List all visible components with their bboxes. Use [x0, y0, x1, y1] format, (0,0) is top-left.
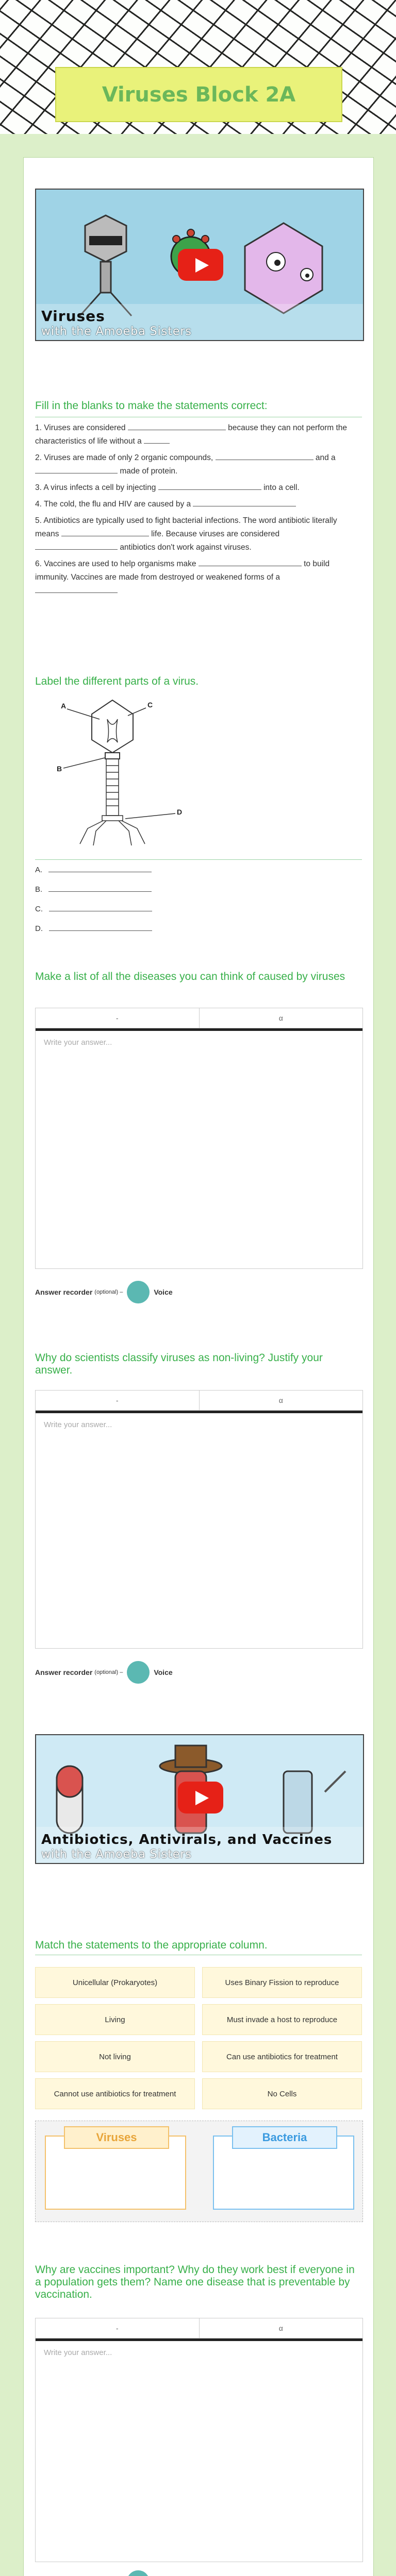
answer-placeholder[interactable]: Write your answer... [44, 1420, 112, 1429]
label-virus-heading: Label the different parts of a virus. [35, 675, 199, 687]
title-box [55, 67, 342, 122]
label-answer-b: B. [35, 882, 152, 902]
question-diseases: Make a list of all the diseases you can think of caused by viruses [35, 971, 345, 982]
statement-6: 6. Vaccines are used to help organisms make to build immunity. Vaccines are made from destroyed or weakened forms of a [35, 557, 362, 598]
match-chip[interactable]: Must invade a host to reproduce [202, 2004, 362, 2035]
label-input[interactable] [48, 883, 152, 892]
blank-input[interactable] [61, 528, 149, 536]
video-subtitle: with the Amoeba Sisters [41, 1848, 192, 1861]
blank-input[interactable] [35, 465, 118, 473]
match-chips [35, 1967, 362, 2109]
diagram-label-b: B [57, 765, 62, 773]
play-button[interactable] [178, 249, 223, 281]
answer-recorder [35, 2570, 173, 2576]
record-voice-button[interactable] [127, 2570, 150, 2576]
video-viruses[interactable] [35, 189, 364, 341]
bacteriophage-diagram [35, 691, 190, 845]
diagram-label-a: A [61, 702, 67, 710]
label-answer-a: A. [35, 862, 152, 882]
question-vaccines: Why are vaccines important? Why do they work best if everyone in a population gets them? Name one disease that is preventable by vaccination. [35, 2264, 355, 2300]
video-subtitle: with the Amoeba Sisters [41, 325, 192, 338]
toolbar-format-button[interactable]: - [116, 1014, 119, 1022]
answer-box[interactable] [35, 1008, 363, 1269]
label-answer-d: D. [35, 921, 152, 941]
statement-4: 4. The cold, the flu and HIV are caused by a [35, 498, 362, 511]
column-label-bacteria: Bacteria [232, 2126, 337, 2149]
blank-input[interactable] [216, 451, 314, 460]
blank-input[interactable] [35, 541, 118, 550]
drop-zone-viruses[interactable] [45, 2131, 186, 2210]
match-chip[interactable]: Uses Binary Fission to reproduce [202, 1967, 362, 1998]
toolbar-format-button[interactable]: - [116, 1396, 119, 1404]
page-title: Viruses Block 2A [102, 82, 296, 107]
video-antibiotics[interactable] [35, 1734, 364, 1864]
diagram-label-c: C [147, 701, 153, 709]
label-answers [35, 862, 152, 941]
match-chip[interactable]: No Cells [202, 2078, 362, 2109]
answer-placeholder[interactable]: Write your answer... [44, 1038, 112, 1047]
toolbar-math-button[interactable]: α [199, 1391, 363, 1410]
blank-input[interactable] [158, 481, 261, 490]
match-chip[interactable]: Can use antibiotics for treatment [202, 2041, 362, 2072]
video-title: Antibiotics, Antivirals, and Vaccines [41, 1832, 333, 1848]
record-voice-button[interactable] [127, 1281, 150, 1303]
blank-input[interactable] [193, 498, 296, 506]
answer-box[interactable] [35, 1390, 363, 1649]
statement-2: 2. Viruses are made of only 2 organic compounds, and a made of protein. [35, 451, 362, 478]
answer-recorder: Answer recorder (optional) – Voice [35, 1661, 173, 1684]
match-heading: Match the statements to the appropriate column. [35, 1939, 268, 1951]
column-label-viruses: Viruses [64, 2126, 169, 2149]
match-chip[interactable]: Not living [35, 2041, 195, 2072]
statement-1: 1. Viruses are considered because they can not perform the characteristics of life without a [35, 421, 362, 448]
blank-input[interactable] [199, 557, 302, 566]
label-input[interactable] [49, 903, 152, 911]
record-voice-button[interactable] [127, 1661, 150, 1684]
sort-area [35, 2121, 363, 2222]
statement-3: 3. A virus infects a cell by injecting into a cell. [35, 481, 362, 495]
answer-box[interactable] [35, 2318, 363, 2562]
fill-in-heading: Fill in the blanks to make the statements correct: [35, 400, 268, 412]
label-answer-c: C. [35, 902, 152, 921]
diagram-label-d: D [177, 808, 183, 816]
drop-zone-bacteria[interactable] [213, 2131, 354, 2210]
match-chip[interactable]: Unicellular (Prokaryotes) [35, 1967, 195, 1998]
answer-toolbar [36, 2318, 362, 2338]
label-input[interactable] [49, 922, 152, 931]
toolbar-math-button[interactable]: α [199, 1008, 363, 1028]
statement-5: 5. Antibiotics are typically used to fight bacterial infections. The word antibiotic literally means life. Because viruses are considered antibiotics don't work against viruses. [35, 516, 337, 552]
divider [35, 859, 362, 860]
match-chip[interactable]: Living [35, 2004, 195, 2035]
question-nonliving: Why do scientists classify viruses as non-living? Justify your answer. [35, 1352, 323, 1376]
answer-toolbar [36, 1391, 362, 1411]
blank-input[interactable] [35, 584, 118, 593]
blank-input[interactable] [128, 421, 226, 430]
answer-recorder: Answer recorder (optional) – Voice [35, 1281, 173, 1303]
match-chip[interactable]: Cannot use antibiotics for treatment [35, 2078, 195, 2109]
play-button[interactable] [178, 1782, 223, 1814]
blank-input[interactable] [144, 435, 170, 444]
video-title: Viruses [41, 308, 105, 325]
worksheet [23, 157, 374, 2576]
label-input[interactable] [48, 863, 152, 872]
answer-placeholder[interactable]: Write your answer... [44, 2348, 112, 2357]
toolbar-math-button[interactable]: α [199, 2318, 363, 2338]
answer-toolbar [36, 1008, 362, 1028]
toolbar-format-button[interactable]: - [116, 2324, 119, 2332]
fill-in-statements [35, 421, 362, 601]
